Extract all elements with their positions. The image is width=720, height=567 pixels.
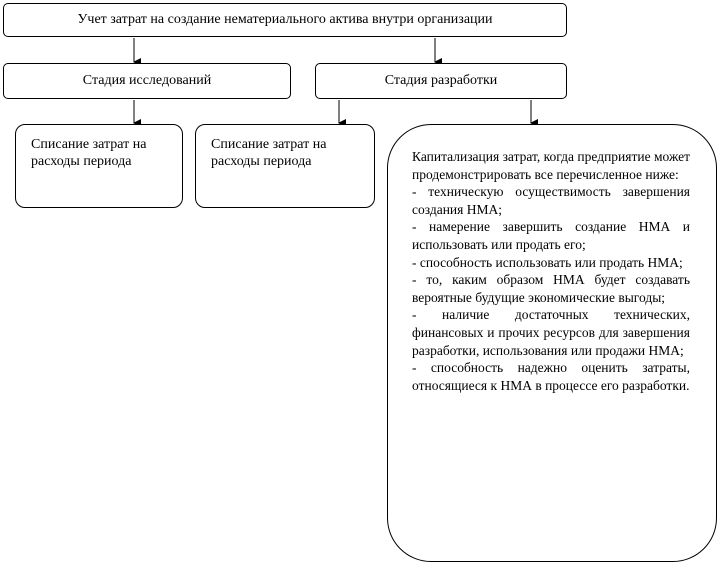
condition-reliable-measurement: - способность надежно оценить затраты, относящиеся к НМА в процессе его разработки. [412, 360, 690, 393]
condition-intention: - намерение завершить создание НМА и использовать или продать его; [412, 219, 690, 252]
research-expense-text: Списание затрат на расходы периода [31, 137, 147, 169]
condition-resources: - наличие достаточных технических, финансовых и прочих ресурсов для завершения разработки, использования или продажи НМА; [412, 307, 690, 358]
capitalization-box [387, 124, 717, 562]
condition-economic-benefits: - то, каким образом НМА будет создавать вероятные будущие экономические выгоды; [412, 272, 690, 305]
condition-ability-to-use: - способность использовать или продать НМА; [412, 254, 683, 270]
research-expense-box [15, 124, 183, 208]
development-stage-box [315, 63, 567, 99]
research-stage-label: Стадия исследований [82, 73, 212, 88]
development-stage-label: Стадия разработки [384, 73, 498, 88]
development-expense-box [195, 124, 375, 208]
capitalization-intro: Капитализация затрат, когда предприятие может продемонстрировать все перечисленное ниже: [412, 149, 690, 182]
condition-technical-feasibility: - техническую осуществимость завершения создания НМА; [412, 184, 690, 217]
diagram-title: Учет затрат на создание нематериального актива внутри организации [77, 12, 493, 27]
development-expense-text: Списание затрат на расходы периода [211, 137, 327, 169]
diagram-title-box [3, 3, 567, 37]
research-stage-box [3, 63, 291, 99]
